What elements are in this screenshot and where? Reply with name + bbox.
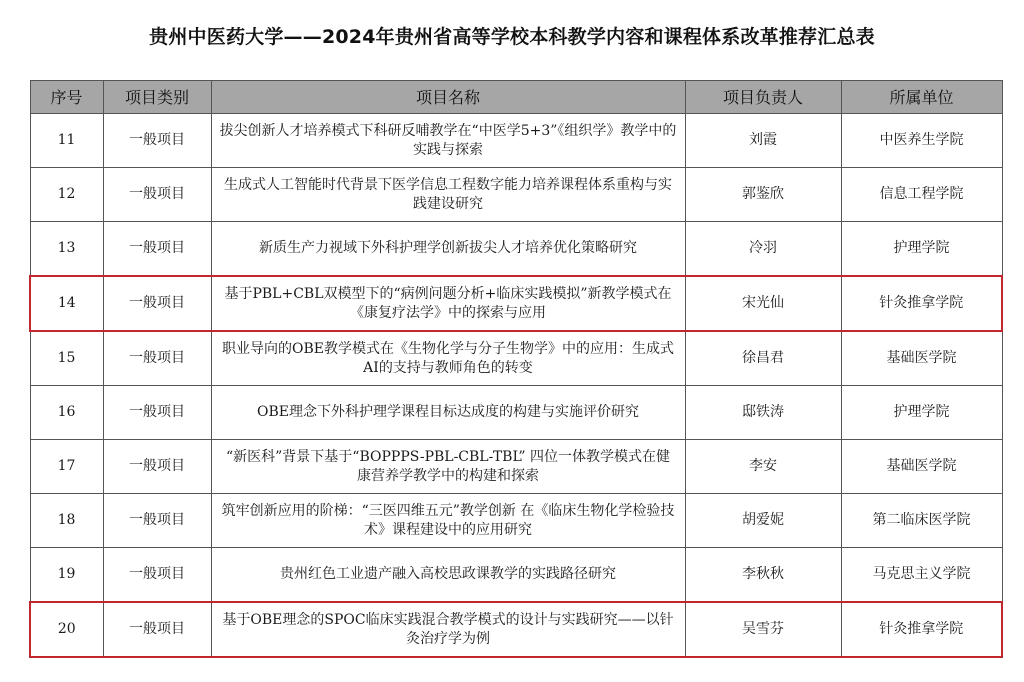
cell-unit: 基础医学院: [841, 331, 1002, 386]
cell-unit: 护理学院: [841, 386, 1002, 440]
cell-leader: 胡爱妮: [685, 494, 841, 548]
table-header-row: [30, 81, 1002, 114]
cell-unit: 针灸推拿学院: [841, 276, 1002, 331]
cell-category: 一般项目: [103, 602, 211, 657]
cell-category: 一般项目: [103, 494, 211, 548]
cell-project-name: 生成式人工智能时代背景下医学信息工程数字能力培养课程体系重构与实践建设研究: [211, 168, 685, 222]
cell-unit: 针灸推拿学院: [841, 602, 1002, 657]
cell-project-name: 筑牢创新应用的阶梯：“三医四维五元”教学创新 在《临床生物化学检验技术》课程建设中的应用研究: [211, 494, 685, 548]
cell-unit: 基础医学院: [841, 440, 1002, 494]
cell-no: 14: [30, 276, 103, 331]
table-row: [30, 440, 1002, 494]
summary-table: [29, 80, 1003, 658]
cell-leader: 郭鉴欣: [685, 168, 841, 222]
cell-category: 一般项目: [103, 276, 211, 331]
cell-no: 19: [30, 548, 103, 603]
header-no: 序号: [30, 81, 103, 114]
table-row: [30, 114, 1002, 168]
cell-leader: 邸铁涛: [685, 386, 841, 440]
table-row: [30, 168, 1002, 222]
header-category: 项目类别: [103, 81, 211, 114]
cell-leader: 李安: [685, 440, 841, 494]
cell-category: 一般项目: [103, 440, 211, 494]
cell-category: 一般项目: [103, 386, 211, 440]
header-leader: 项目负责人: [685, 81, 841, 114]
table-row: [30, 386, 1002, 440]
cell-unit: 信息工程学院: [841, 168, 1002, 222]
cell-category: 一般项目: [103, 548, 211, 603]
table-row: [30, 276, 1002, 331]
cell-no: 18: [30, 494, 103, 548]
cell-project-name: 基于PBL+CBL双模型下的“病例问题分析+临床实践模拟”新教学模式在《康复疗法学》中的探索与应用: [211, 276, 685, 331]
cell-project-name: “新医科”背景下基于“BOPPPS-PBL-CBL-TBL” 四位一体教学模式在健康营养学教学中的构建和探索: [211, 440, 685, 494]
cell-project-name: 贵州红色工业遗产融入高校思政课教学的实践路径研究: [211, 548, 685, 603]
cell-no: 16: [30, 386, 103, 440]
document-title: 贵州中医药大学——2024年贵州省高等学校本科教学内容和课程体系改革推荐汇总表: [149, 26, 875, 48]
cell-unit: 马克思主义学院: [841, 548, 1002, 603]
cell-no: 15: [30, 331, 103, 386]
cell-leader: 宋光仙: [685, 276, 841, 331]
cell-leader: 冷羽: [685, 222, 841, 277]
cell-leader: 李秋秋: [685, 548, 841, 603]
cell-project-name: 拔尖创新人才培养模式下科研反哺教学在“中医学5+3”《组织学》教学中的实践与探索: [211, 114, 685, 168]
cell-category: 一般项目: [103, 114, 211, 168]
cell-no: 17: [30, 440, 103, 494]
table-row: [30, 331, 1002, 386]
cell-unit: 第二临床医学院: [841, 494, 1002, 548]
cell-project-name: 职业导向的OBE教学模式在《生物化学与分子生物学》中的应用：生成式AI的支持与教师角色的转变: [211, 331, 685, 386]
cell-no: 20: [30, 602, 103, 657]
cell-leader: 徐昌君: [685, 331, 841, 386]
table-row: [30, 548, 1002, 603]
cell-unit: 护理学院: [841, 222, 1002, 277]
table-row: [30, 222, 1002, 277]
summary-table-container: [29, 80, 1001, 658]
cell-project-name: 基于OBE理念的SPOC临床实践混合教学模式的设计与实践研究——以针灸治疗学为例: [211, 602, 685, 657]
cell-category: 一般项目: [103, 168, 211, 222]
cell-leader: 吴雪芬: [685, 602, 841, 657]
table-body: [30, 114, 1002, 658]
cell-no: 13: [30, 222, 103, 277]
header-unit: 所属单位: [841, 81, 1002, 114]
cell-leader: 刘霞: [685, 114, 841, 168]
header-project-name: 项目名称: [211, 81, 685, 114]
cell-project-name: OBE理念下外科护理学课程目标达成度的构建与实施评价研究: [211, 386, 685, 440]
cell-category: 一般项目: [103, 331, 211, 386]
cell-category: 一般项目: [103, 222, 211, 277]
cell-unit: 中医养生学院: [841, 114, 1002, 168]
table-row: [30, 494, 1002, 548]
table-row: [30, 602, 1002, 657]
cell-no: 11: [30, 114, 103, 168]
cell-project-name: 新质生产力视域下外科护理学创新拔尖人才培养优化策略研究: [211, 222, 685, 277]
cell-no: 12: [30, 168, 103, 222]
